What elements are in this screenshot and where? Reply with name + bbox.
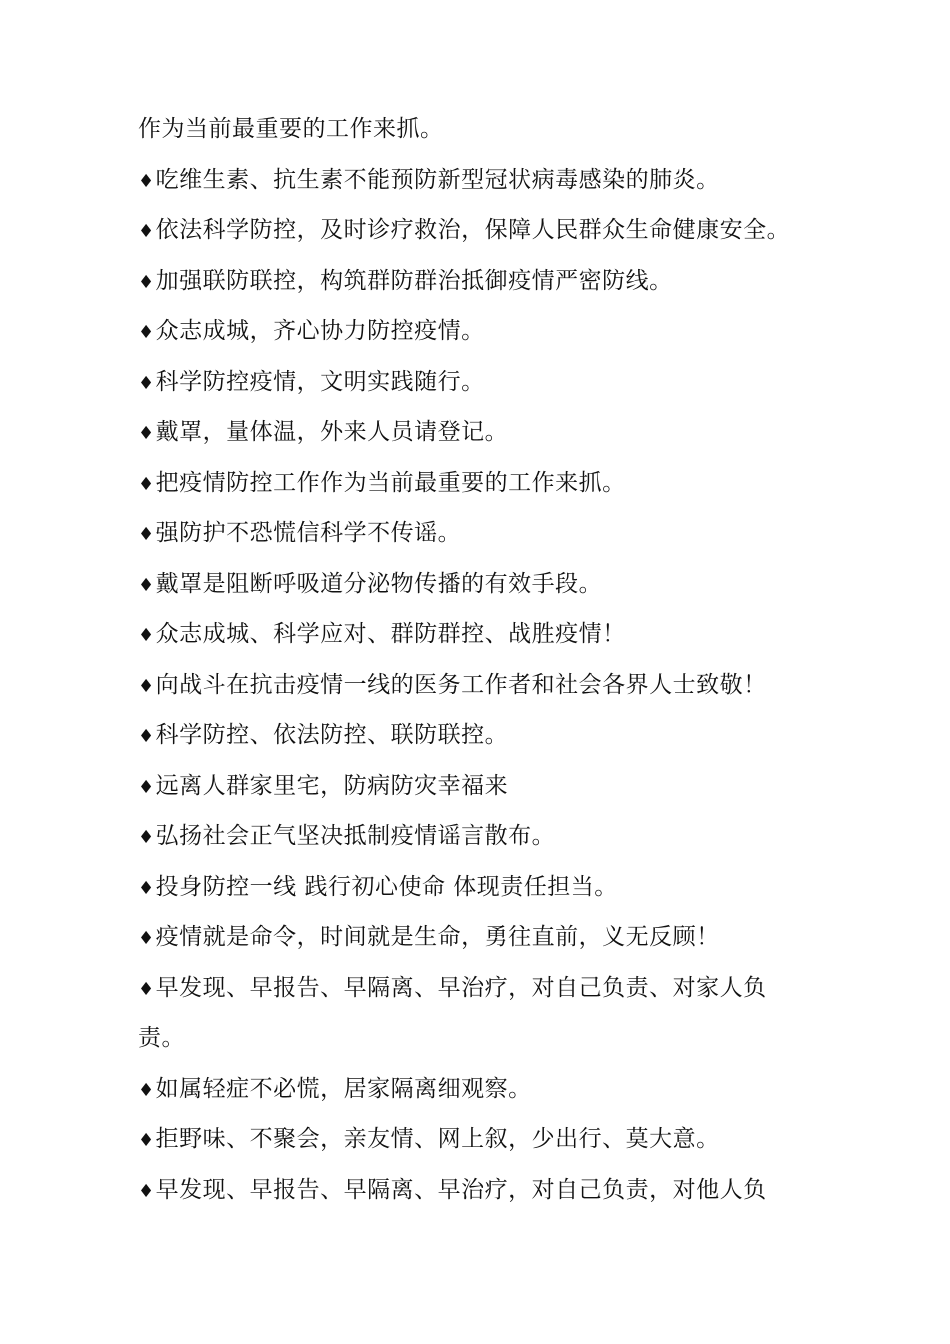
diamond-bullet-icon: ♦ [138, 1130, 155, 1151]
diamond-bullet-icon: ♦ [138, 1180, 155, 1202]
diamond-bullet-icon: ♦ [138, 928, 155, 949]
line-text: 吃维生素、抗生素不能预防新型冠状病毒感染的肺炎。 [155, 166, 720, 193]
document-body [138, 104, 818, 1215]
line-text: 众志成城，齐心协力防控疫情。 [155, 318, 485, 344]
text-line [138, 761, 818, 812]
text-line [138, 963, 818, 1014]
text-line [138, 306, 818, 357]
text-line [138, 104, 818, 155]
diamond-bullet-icon: ♦ [138, 877, 155, 899]
diamond-bullet-icon: ♦ [138, 574, 155, 596]
text-line [138, 912, 818, 963]
text-line [138, 710, 818, 761]
line-text: 远离人群家里宅，防病防灾幸福来 [155, 772, 509, 799]
text-line [138, 357, 818, 408]
line-text: 把疫情防控工作作为当前最重要的工作来抓。 [155, 469, 626, 496]
diamond-bullet-icon: ♦ [138, 776, 155, 798]
line-text: 疫情就是命令，时间就是生命，勇往直前，义无反顾！ [155, 924, 720, 950]
line-text: 责。 [138, 1025, 185, 1051]
text-line [138, 155, 818, 206]
diamond-bullet-icon: ♦ [138, 675, 155, 697]
line-text: 拒野味、不聚会，亲友情、网上叙，少出行、莫大意。 [155, 1126, 720, 1152]
line-text: 作为当前最重要的工作来抓。 [138, 116, 444, 142]
text-line [138, 811, 818, 862]
diamond-bullet-icon: ♦ [138, 625, 155, 646]
diamond-bullet-icon: ♦ [138, 423, 155, 444]
diamond-bullet-icon: ♦ [138, 978, 155, 1000]
text-line [138, 862, 818, 913]
line-text: 早发现、早报告、早隔离、早治疗，对自己负责、对家人负 [155, 974, 767, 1001]
line-text: 强防护不恐慌信科学不传谣。 [155, 520, 462, 546]
text-line [138, 1165, 818, 1216]
line-text: 依法科学防控，及时诊疗救治，保障人民群众生命健康安全。 [155, 217, 791, 243]
text-line [138, 559, 818, 610]
diamond-bullet-icon: ♦ [138, 1079, 155, 1101]
diamond-bullet-icon: ♦ [138, 524, 155, 545]
diamond-bullet-icon: ♦ [138, 372, 155, 394]
diamond-bullet-icon: ♦ [138, 271, 155, 293]
line-text: 弘扬社会正气坚决抵制疫情谣言散布。 [155, 823, 556, 849]
text-line [138, 1013, 818, 1064]
text-line [138, 508, 818, 559]
text-line [138, 1064, 818, 1115]
line-text: 早发现、早报告、早隔离、早治疗，对自己负责，对他人负 [155, 1176, 767, 1203]
line-text: 加强联防联控，构筑群防群治抵御疫情严密防线。 [155, 267, 673, 294]
diamond-bullet-icon: ♦ [138, 221, 155, 242]
diamond-bullet-icon: ♦ [138, 170, 155, 192]
diamond-bullet-icon: ♦ [138, 322, 155, 343]
text-line [138, 205, 818, 256]
diamond-bullet-icon: ♦ [138, 726, 155, 747]
line-text: 投身防控一线 践行初心使命 体现责任担当。 [155, 873, 618, 900]
line-text: 科学防控、依法防控、联防联控。 [155, 722, 509, 748]
line-text: 戴罩，量体温，外来人员请登记。 [155, 419, 509, 445]
text-line [138, 660, 818, 711]
line-text: 向战斗在抗击疫情一线的医务工作者和社会各界人士致敬！ [155, 671, 767, 698]
text-line [138, 256, 818, 307]
line-text: 戴罩是阻断呼吸道分泌物传播的有效手段。 [155, 570, 603, 597]
diamond-bullet-icon: ♦ [138, 473, 155, 495]
line-text: 科学防控疫情，文明实践随行。 [155, 368, 485, 395]
line-text: 众志成城、科学应对、群防群控、战胜疫情！ [155, 621, 626, 647]
line-text: 如属轻症不必慌，居家隔离细观察。 [155, 1075, 532, 1102]
text-line [138, 407, 818, 458]
text-line [138, 458, 818, 509]
text-line [138, 1114, 818, 1165]
text-line [138, 609, 818, 660]
diamond-bullet-icon: ♦ [138, 827, 155, 848]
